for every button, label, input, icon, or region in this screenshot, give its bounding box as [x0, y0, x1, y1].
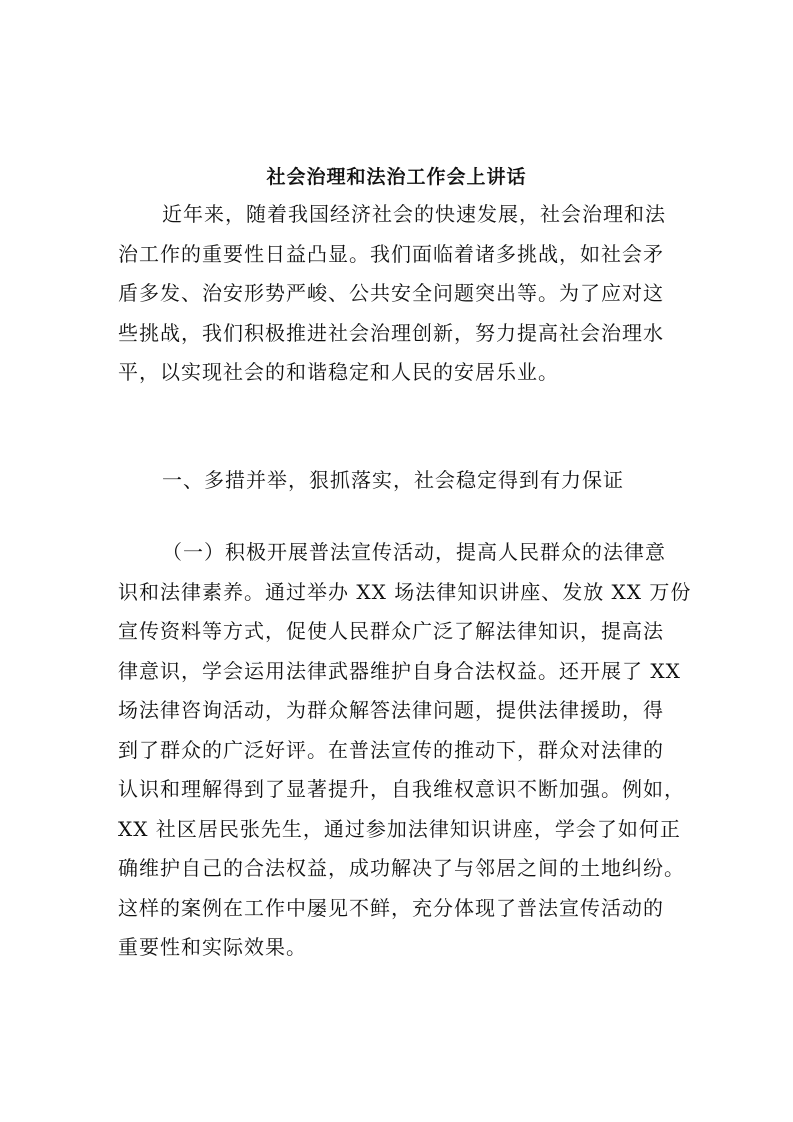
paragraph-intro [118, 195, 678, 393]
section-heading-text: 一、多措并举，狠抓落实，社会稳定得到有力保证 [162, 468, 624, 492]
paragraph-line: （一）积极开展普法宣传活动，提高人民群众的法律意 [162, 540, 666, 564]
paragraph-line: 认识和理解得到了显著提升，自我维权意识不断加强。例如， [118, 777, 685, 801]
paragraph-line: 到了群众的广泛好评。在普法宣传的推动下，群众对法律的 [118, 737, 664, 762]
paragraph-line: 近年来，随着我国经济社会的快速发展，社会治理和法 [162, 202, 666, 226]
document-title: 社会治理和法治工作会上讲话 [266, 166, 527, 188]
paragraph-line: 宣传资料等方式，促使人民群众广泛了解法律知识，提高法 [118, 619, 664, 643]
paragraph-line: 重要性和实际效果。 [118, 935, 307, 959]
paragraph-line: 确维护自己的合法权益，成功解决了与邻居之间的土地纠纷。 [118, 856, 685, 880]
paragraph-line: 盾多发、治安形势严峻、公共安全问题突出等。为了应对这 [118, 281, 664, 305]
paragraph-line: 些挑战，我们积极推进社会治理创新，努力提高社会治理水 [118, 320, 664, 345]
paragraph-line: 场法律咨询活动，为群众解答法律问题，提供法律援助，得 [118, 698, 664, 722]
paragraph-line: XX 社区居民张先生，通过参加法律知识讲座，学会了如何正 [118, 816, 681, 841]
paragraph-line: 律意识，学会运用法律武器维护自身合法权益。还开展了 XX [118, 658, 681, 683]
paragraph-section-1 [118, 533, 692, 968]
paragraph-line: 治工作的重要性日益凸显。我们面临着诸多挑战，如社会矛 [118, 241, 664, 266]
paragraph-line: 平，以实现社会的和谐稳定和人民的安居乐业。 [118, 360, 559, 384]
paragraph-line: 识和法律素养。通过举办 XX 场法律知识讲座、发放 XX 万份 [118, 579, 692, 604]
paragraph-line: 这样的案例在工作中屡见不鲜，充分体现了普法宣传活动的 [118, 895, 664, 920]
section-heading [118, 461, 678, 501]
